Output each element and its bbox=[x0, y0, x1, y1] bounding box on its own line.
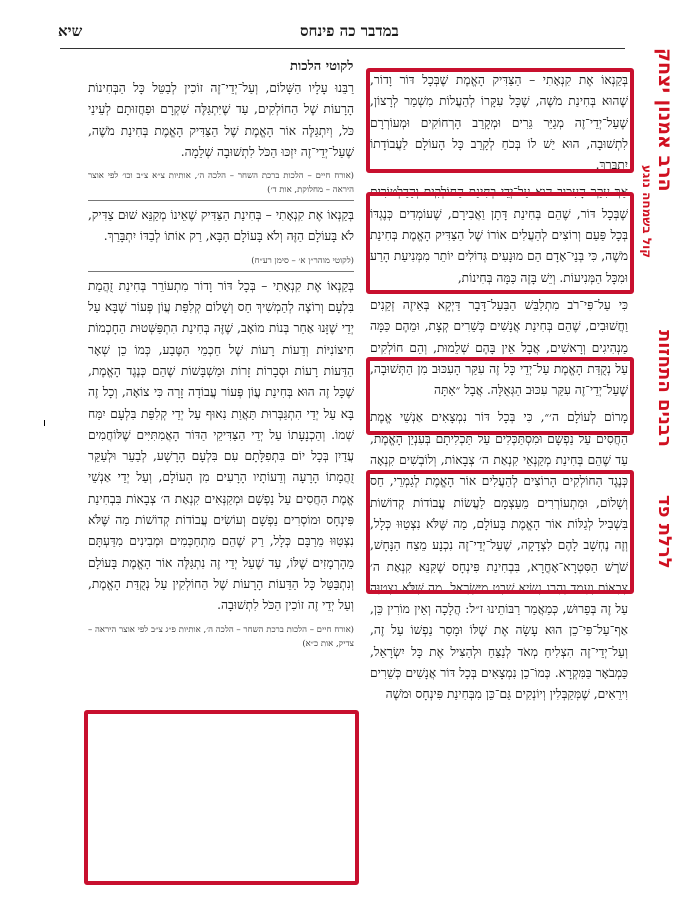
section-title: לקוטי הלכות bbox=[290, 59, 354, 74]
margin-mark bbox=[44, 420, 45, 426]
divider bbox=[88, 271, 354, 272]
side-annotation: קול בשמחה נוגע bbox=[640, 165, 654, 259]
paragraph: אַךְ עִקַּר הָעִכּוּב הוּא עַל־יְדֵי בְּחִינַת הַחוֹלְקִים וְהַדַּלְטוֹרִים שֶׁבְּכָל דּוֹר, שֶׁהֵם בְּחִינַת דָּתָן וַאֲבִירָם, שֶׁעוֹמְדִים כְּנֶגְדּוֹ בְּכָל פַּעַם וְרוֹצִים לְהַעֲלִים אוֹרוֹ שֶׁל הַצַּדִּיק הָאֱמֶת בְּחִינַת מֹשֶׁה, כִּי בְּנֵי־אָדָם הֵם מוּנָעִים גְּדוֹלִים יוֹתֵר מִמְּנִיעַת הָרַע וּמִכָּל הַמְּנִיעוֹת. וְיֵשׁ בָּזֶה כַּמָּה בְּחִינוֹת, bbox=[370, 185, 628, 285]
highlight-box bbox=[366, 192, 634, 294]
running-title: במדבר כה פינחס bbox=[300, 22, 399, 40]
highlight-box bbox=[84, 710, 359, 885]
page-number: שיא bbox=[58, 22, 83, 40]
highlight-box bbox=[366, 68, 634, 173]
side-annotation: לרלת פד bbox=[654, 495, 675, 569]
source-citation: (לקוטי מוהר״ן א׳ – סימן רע״ח) bbox=[251, 255, 354, 266]
paragraph: מָרוֹם לְעוֹלָם ה׳״, כִּי בְּכָל דּוֹר נִמְצָאִים אַנְשֵׁי אֱמֶת הַחֲסִים עַל נַפְשָׁם וּמִסְתַּכְּלִים עַל תַּכְלִיתָם בְּעִנְיַן הָאֱמֶת, עַד שֶׁהֵם בְּחִינַת מְקַנְאֵי קִנְאַת ה׳ צְבָאוֹת, וְלוֹבְשִׁים קִנְאָה כְּנֶגֶד הַחוֹלְקִים הָרוֹצִים לְהַעֲלִים אוֹר הָאֱמֶת לְגַמְרֵי, חַס וְשָׁלוֹם, וּמִתְעוֹרְרִים מֵעַצְמָם לַעֲשׂוֹת עֲבוֹדוֹת קְדוֹשׁוֹת בִּשְׁבִיל לְגַלּוֹת אוֹר הָאֱמֶת בָּעוֹלָם, מַה שֶּׁלֹּא נִצְטַוּוּ כְּלָל, וְזֶה נֶחְשָׁב לָהֶם לִצְדָקָה, שֶׁעַל־יְדֵי־זֶה נִכְנָע מֵצַח הַנָּחָשׁ, שֹׁרֶשׁ הַסִּטְרָא־אָחֳרָא, בִּבְחִינַת פִּינְחָס שֶׁקִּנֵּא קִנְאַת ה׳ צְבָאוֹת וְעָמַד וְהָרַג נְשִׂיא שֵׁבֶט מִיִּשְׂרָאֵל, מַה שֶּׁלֹּא נִצְטַוָּה עַל זֶה בְּפֵרוּשׁ, כְּמַאֲמַר רַבּוֹתֵינוּ ז״ל: הֲלָכָה וְאֵין מוֹרִין כֵּן, אַף־עַל־פִּי־כֵן הוּא עָשָׂה אֶת שֶׁלּוֹ וּמָסַר נַפְשׁוֹ עַל זֶה, וְעַל־יְדֵי־זֶה הִצְלִיחַ מְאֹד לְנַצֵּחַ וּלְהַצִּיל אֶת כָּל יִשְׂרָאֵל, כַּמְבֹאָר בַּמִּקְרָא. כְּמוֹ־כֵן נִמְצָאִים בְּכָל דּוֹר אֲנָשִׁים כְּשֵׁרִים וִירֵאִים, שֶׁמְּקַבְּלִין וְיוֹנְקִים גַּם־כֵּן מִבְּחִינַת פִּינְחָס וּמֹשֶׁה bbox=[370, 410, 628, 702]
highlight-box bbox=[366, 470, 634, 594]
paragraph: בְּקַנְאוֹ אֶת קִנְאָתִי – בְּכָל דּוֹר וָדוֹר מִתְעוֹרֵר בְּחִינַת זֻהֲמַת בִּלְעָם וְרוֹצֶה לְהַמְשִׁיךְ חַס וְשָׁלוֹם קְלִפַּת עֲוֹן פְּעוֹר שֶׁבָּא עַל יְדֵי שֶׁזָּנוּ אַחַר בְּנוֹת מוֹאָב, שֶׁזֶּה בְּחִינַת הִתְפַּשְּׁטוּת הַחָכְמוֹת חִיצוֹנִיּוֹת וְדֵעוֹת רָעוֹת שֶׁל חַכְמֵי הַטֶּבַע, כְּמוֹ כֵן שְׁאָר הַדֵּעוֹת רָעוֹת וּסְבָרוֹת זָרוֹת וּמַשְׁבָּשׁוֹת שֶׁהֵם כְּנֶגֶד הָאֱמֶת, שֶׁכָּל זֶה הוּא בְּחִינַת עֲוֹן פְּעוֹר עֲבוֹדָה זָרָה כִּי צוֹאָה, וְכָל זֶה בָּא עַל יְדֵי הִתְגַּבְּרוּת תַּאֲוַת נִאוּף עַל יְדֵי קְלִפַּת בִּלְעָם יִמַּח שְׁמוֹ. וְהַכְנָעָתוֹ עַל יְדֵי הַצַּדִּיקֵי הַדּוֹר הָאֲמִתִּיִּים שֶׁלּוֹחֲמִים עֲדַיִן בְּכָל יוֹם בִּתְפִלָּתָם עִם בִּלְעָם הָרָשָׁע, לְבַעֵר וּלְעַקֵּר זֻהֲמָתוֹ הָרָעָה וְדֵעוֹתָיו הָרָעִים מִן הָעוֹלָם, וְעַל יְדֵי אַנְשֵׁי אֱמֶת הַחֲסִים עַל נַפְשָׁם וּמְקַנְּאִים קִנְאַת ה׳ צְבָאוֹת בִּבְחִינַת פִּינְחָס וּמוֹסְרִים נַפְשָׁם וְעוֹשִׂים עֲבוֹדוֹת קְדוֹשׁוֹת מַה שֶּׁלֹּא נִצְטַוּוּ מֵרַבָּם כְּלָל, רַק שֶׁהֵם מִתְחַכְּמִים וּמְבִינִים מִדַּעְתָּם מֵהָרְמָזִים שֶׁלּוֹ, עַד שֶׁעַל יְדֵי זֶה נִתְגַּלֶּה אוֹר הָאֱמֶת בָּעוֹלָם וְנִתְבַּטֵּל כָּל הַדֵּעוֹת הָרָעוֹת שֶׁל הַחוֹלְקִין עַל נְקֻדַּת הָאֱמֶת, וְעַל יְדֵי זֶה זוֹכִין הַכֹּל לִתְשׁוּבָה. bbox=[88, 278, 354, 613]
paragraph: כִּי עַל־פִּי־רֹב מִתְלַבֵּשׁ הַבַּעַל־דָּבָר דַּיְקָא בְּאֵיזֶה זְקֵנִים וַחֲשׁוּבִים, שֶׁהֵם בְּחִינַת אֲנָשִׁים כְּשֵׁרִים קְצָת, וּמֵהֶם כַּמָּה מַנְהִיגִים וְרָאשִׁים, אֲבָל אֵין בָּהֶם שְׁלֵמוּת, וְהֵם חוֹלְקִים עַל נְקֻדַּת הָאֱמֶת עַל־יְדֵי כָּל זֶה עִקַּר הָעִכּוּב מִן הַתְּשׁוּבָה, שֶׁעַל־יְדֵי־זֶה עִקַּר עִכּוּב הַגְּאֻלָּה. אֲבָל ״אַתָּה bbox=[370, 297, 628, 398]
paragraph: בְּקַנְאוֹ אֶת קִנְאָתִי – הַצַּדִּיק הָאֱמֶת שֶׁבְּכָל דּוֹר וָדוֹר, שֶׁהוּא בְּחִינַת מֹשֶׁה, שֶׁכָּל עִקָּרוֹ לְהַעֲלוֹת מִשְׁמַר לְרָצוֹן, שֶׁעַל־יְדֵי־זֶה מְגַיֵּר גֵּרִים וּמְקָרֵב הָרְחוֹקִים וּמְעוֹרְרָם לִתְשׁוּבָה, הוּא יֵשׁ לוֹ בְּכֹחַ לְקָרֵב כָּל הָעוֹלָם לַעֲבוֹדָתוֹ יִתְבָּרַךְ. bbox=[370, 73, 628, 173]
header-rule bbox=[60, 48, 625, 49]
highlight-box bbox=[366, 357, 634, 435]
source-citation: (אורח חיים – הלכות ברכת השחר – הלכה ה׳, אותיות צ״א צ״ב וכו׳ לפי אוצר היראה – מחלוקת, אות ד׳) bbox=[88, 171, 354, 196]
source-citation: (אורח חיים – הלכות ברכת השחר – הלכה ה׳, אותיות פ״ג צ״ב לפי אוצר היראה – צדיק, אות כ״א) bbox=[88, 624, 354, 649]
side-annotation: הרב אמנון יצחק bbox=[654, 48, 676, 192]
side-annotation: רבנים התחזות bbox=[654, 330, 675, 447]
paragraph: רַבֵּנוּ עָלָיו הַשָּׁלוֹם, וְעַל־יְדֵי־זֶה זוֹכִין לְבַטֵּל כָּל הַבְּחִינוֹת הָרָעוֹת שֶׁל הַחוֹלְקִים, עַד שֶׁיִּתְגַּלֶּה שִׁקְרָם וּפַחֲזוּתָם לְעֵינֵי כֹּל, וְיִתְגַּלֶּה אוֹר הָאֱמֶת שֶׁל הַצַּדִּיק הָאֱמֶת בְּחִינַת מֹשֶׁה, שֶׁעַל־יְדֵי־זֶה יִזְכּוּ הַכֹּל לִתְשׁוּבָה שְׁלֵמָה. bbox=[88, 81, 354, 159]
divider bbox=[88, 200, 354, 201]
paragraph: בְּקַנְאוֹ אֶת קִנְאָתִי – בְּחִינַת הַצַּדִּיק שֶׁאֵינוֹ מְקַנֵּא שׁוּם צַדִּיק, לֹא בָּעוֹלָם הַזֶּה וְלֹא בָּעוֹלָם הַבָּא, רַק אוֹתוֹ לְבַדּוֹ יִתְבָּרַךְ. bbox=[88, 208, 354, 244]
